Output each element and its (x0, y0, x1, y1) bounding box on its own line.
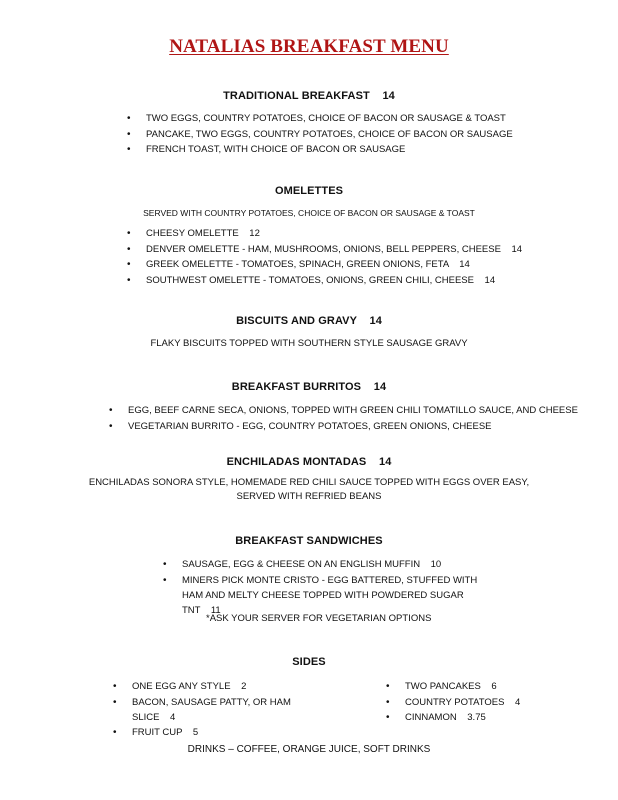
bullet-icon: • (127, 113, 131, 124)
enchiladas-description-line-1: ENCHILADAS SONORA STYLE, HOMEMADE RED CHILI SAUCE TOPPED WITH EGGS OVER EASY, (88, 477, 530, 488)
list-item: • CHEESY OMELETTE 12 (146, 226, 522, 242)
omelettes-list (127, 226, 523, 288)
bullet-icon: • (113, 696, 117, 708)
list-item: • FRENCH TOAST, WITH CHOICE OF BACON OR SAUSAGE (146, 142, 513, 158)
list-item: • TWO EGGS, COUNTRY POTATOES, CHOICE OF BACON OR SAUSAGE & TOAST (146, 111, 513, 127)
enchiladas-description-line-2: SERVED WITH REFRIED BEANS (236, 491, 382, 502)
bullet-icon: • (127, 228, 131, 239)
breakfast-sandwiches-list (163, 557, 482, 618)
sides-right-list (386, 679, 521, 726)
sides-left-list (113, 679, 312, 741)
list-item: • SOUTHWEST OMELETTE - TOMATOES, ONIONS, GREEN CHILI, CHEESE 14 (146, 273, 522, 289)
traditional-breakfast-heading: TRADITIONAL BREAKFAST 14 (223, 90, 395, 102)
list-item: • FRUIT CUP 5 (132, 725, 312, 741)
list-item: • DENVER OMELETTE - HAM, MUSHROOMS, ONIONS, BELL PEPPERS, CHEESE 14 (146, 242, 522, 258)
omelettes-heading: OMELETTES (274, 185, 344, 197)
bullet-icon: • (127, 128, 131, 140)
bullet-icon: • (109, 420, 113, 432)
sides-heading: SIDES (292, 656, 326, 668)
list-item: • COUNTRY POTATOES 4 (405, 695, 520, 711)
bullet-icon: • (127, 259, 131, 270)
bullet-icon: • (386, 681, 390, 692)
list-item: • CINNAMON 3.75 (405, 710, 520, 726)
biscuits-gravy-heading: BISCUITS AND GRAVY 14 (236, 315, 382, 327)
enchiladas-heading: ENCHILADAS MONTADAS 14 (226, 456, 392, 468)
breakfast-sandwiches-heading: BREAKFAST SANDWICHES (235, 535, 383, 547)
bullet-icon: • (127, 144, 131, 155)
breakfast-burritos-heading: BREAKFAST BURRITOS 14 (231, 381, 387, 393)
list-item: • VEGETARIAN BURRITO - EGG, COUNTRY POTATOES, GREEN ONIONS, CHEESE (128, 419, 578, 435)
list-item: • TWO PANCAKES 6 (405, 679, 520, 695)
drinks-line: DRINKS – COFFEE, ORANGE JUICE, SOFT DRINKS (187, 744, 431, 755)
bullet-icon: • (163, 559, 167, 570)
omelettes-subtitle: SERVED WITH COUNTRY POTATOES, CHOICE OF BACON OR SAUSAGE & TOAST (143, 208, 475, 218)
biscuits-gravy-description: FLAKY BISCUITS TOPPED WITH SOUTHERN STYLE SAUSAGE GRAVY (150, 338, 468, 349)
traditional-breakfast-list (127, 111, 513, 158)
bullet-icon: • (163, 574, 167, 586)
list-item: • GREEK OMELETTE - TOMATOES, SPINACH, GREEN ONIONS, FETA 14 (146, 257, 522, 273)
vegetarian-note: *ASK YOUR SERVER FOR VEGETARIAN OPTIONS (206, 613, 432, 624)
list-item: • EGG, BEEF CARNE SECA, ONIONS, TOPPED WITH GREEN CHILI TOMATILLO SAUCE, AND CHEESE (128, 403, 578, 419)
list-item: • SAUSAGE, EGG & CHEESE ON AN ENGLISH MUFFIN 10 (182, 557, 482, 573)
list-item: • ONE EGG ANY STYLE 2 (132, 679, 312, 695)
bullet-icon: • (127, 274, 131, 286)
list-item: • MINERS PICK MONTE CRISTO - EGG BATTERED, STUFFED WITH HAM AND MELTY CHEESE TOPPED WITH POWDERED SUGAR TNT 11 (163, 574, 480, 616)
breakfast-burritos-list (109, 403, 578, 434)
bullet-icon: • (109, 405, 113, 416)
bullet-icon: • (127, 243, 131, 255)
list-item: • BACON, SAUSAGE PATTY, OR HAM SLICE 4 (113, 696, 294, 723)
menu-title: NATALIAS BREAKFAST MENU (169, 36, 449, 57)
bullet-icon: • (386, 696, 390, 708)
list-item: • PANCAKE, TWO EGGS, COUNTRY POTATOES, CHOICE OF BACON OR SAUSAGE (146, 127, 513, 143)
bullet-icon: • (113, 727, 117, 738)
bullet-icon: • (386, 712, 390, 723)
bullet-icon: • (113, 681, 117, 692)
